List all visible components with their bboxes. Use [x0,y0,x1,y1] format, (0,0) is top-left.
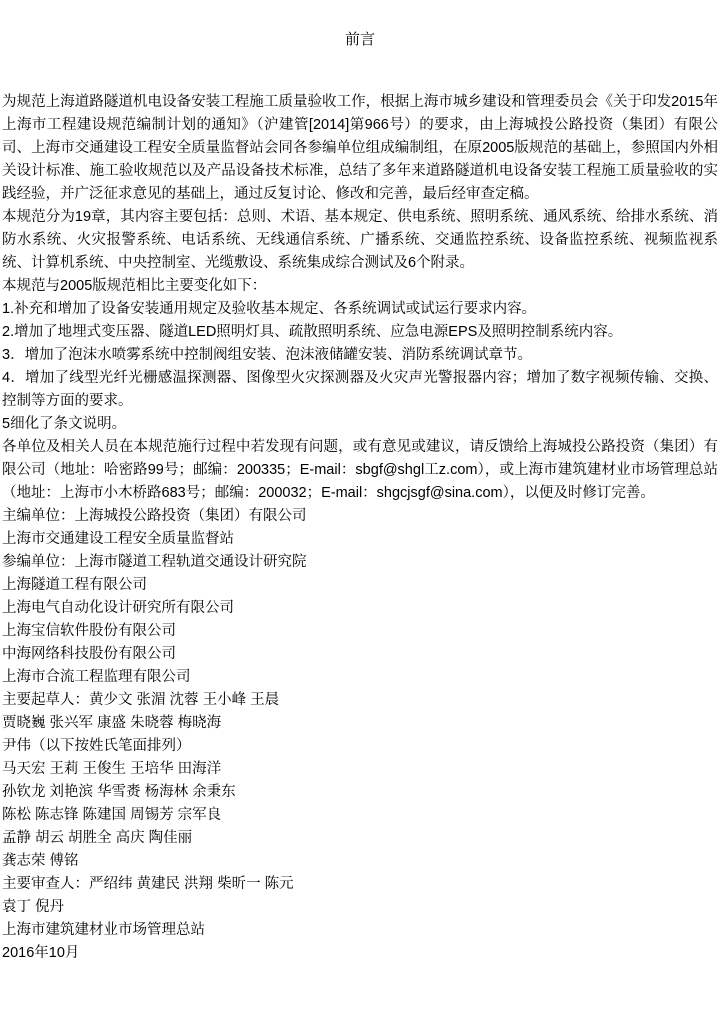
reviewers-line-1: 主要审查人：严绍纬 黄建民 洪翔 柴昕一 陈元 [2,876,294,892]
participating-unit-3: 上海电气自动化设计研究所有限公司 [2,600,234,616]
chief-editor-unit-line-2: 上海市交通建设工程安全质量监督站 [2,531,234,547]
drafters-line-1: 主要起草人：黄少文 张湄 沈蓉 王小峰 王晨 [2,692,280,708]
change-item-2: 2.增加了地埋式变压器、隧道LED照明灯具、疏散照明系统、应急电源EPS及照明控制系统内容。 [2,324,623,340]
paragraph-feedback-contact: 各单位及相关人员在本规范施行过程中若发现有问题，或有意见或建议，请反馈给上海城投公路投资（集团）有限公司（地址：哈密路99号；邮编：200335；E-mail：sbgf@shgl工z.com），或上海市建筑建材业市场管理总站（地址：上海市小木桥路683号；邮编：200032；E-mail：shgcjsgf@sina.com），以便及时修订完善。 [2,439,718,501]
reviewers-line-2: 袁丁 倪丹 [2,899,65,915]
paragraph-contents-overview: 本规范分为19章，其内容主要包括：总则、术语、基本规定、供电系统、照明系统、通风系统、给排水系统、消防水系统、火灾报警系统、电话系统、无线通信系统、广播系统、交通监控系统、设备监控系统、视频监视系统、计算机系统、中央控制室、光缆敷设、系统集成综合测试及6个附录。 [2,209,718,271]
change-item-1: 1.补充和增加了设备安装通用规定及验收基本规定、各系统调试或试运行要求内容。 [2,301,537,317]
participating-unit-2: 上海隧道工程有限公司 [2,577,147,593]
paragraph-background: 为规范上海道路隧道机电设备安装工程施工质量验收工作，根据上海市城乡建设和管理委员会《关于印发2015年上海市工程建设规范编制计划的通知》（沪建管[2014]第966号）的要求，由上海城投公路投资（集团）有限公司、上海市交通建设工程安全质量监督站会同各参编单位组成编制组，在原2005版规范的基础上，参照国内外相关设计标准、施工验收规范以及产品设备技术标准，总结了多年来道路隧道机电设备安装工程施工质量验收的实践经验，并广泛征求意见的基础上，通过反复讨论、修改和完善，最后经审查定稿。 [2,94,718,202]
chief-editor-unit-line-1: 主编单位：上海城投公路投资（集团）有限公司 [2,508,307,524]
change-item-3: 3．增加了泡沫水喷雾系统中控制阀组安装、泡沫液储罐安装、消防系统调试章节。 [2,347,533,363]
participating-unit-1: 参编单位：上海市隧道工程轨道交通设计研究院 [2,554,307,570]
drafters-line-3: 尹伟（以下按姓氏笔面排列） [2,738,191,754]
drafters-line-7: 孟静 胡云 胡胜全 高庆 陶佳丽 [2,830,193,846]
participating-unit-5: 中海网络科技股份有限公司 [2,646,176,662]
participating-unit-6: 上海市合流工程监理有限公司 [2,669,191,685]
page-title: 前言 [344,31,375,48]
drafters-line-6: 陈松 陈志锋 陈建国 周锡芳 宗军良 [2,807,222,823]
participating-unit-4: 上海宝信软件股份有限公司 [2,623,176,639]
document-body [2,91,718,965]
drafters-line-4: 马天宏 王莉 王俊生 王培华 田海洋 [2,761,222,777]
drafters-line-8: 龚志荣 傅铭 [2,853,79,869]
publication-date: 2016年10月 [2,945,80,961]
paragraph-changes-intro: 本规范与2005版规范相比主要变化如下： [2,278,267,294]
document-page [0,28,720,965]
drafters-line-2: 贾晓巍 张兴军 康盛 朱晓蓉 梅晓海 [2,715,222,731]
change-item-5: 5细化了条文说明。 [2,416,127,432]
drafters-line-5: 孙钦龙 刘艳滨 华雪赉 杨海林 余秉东 [2,784,236,800]
change-item-4: 4．增加了线型光纤光栅感温探测器、图像型火灾探测器及火灾声光警报器内容；增加了数字视频传输、交换、控制等方面的要求。 [2,370,718,409]
issuing-unit: 上海市建筑建材业市场管理总站 [2,922,205,938]
